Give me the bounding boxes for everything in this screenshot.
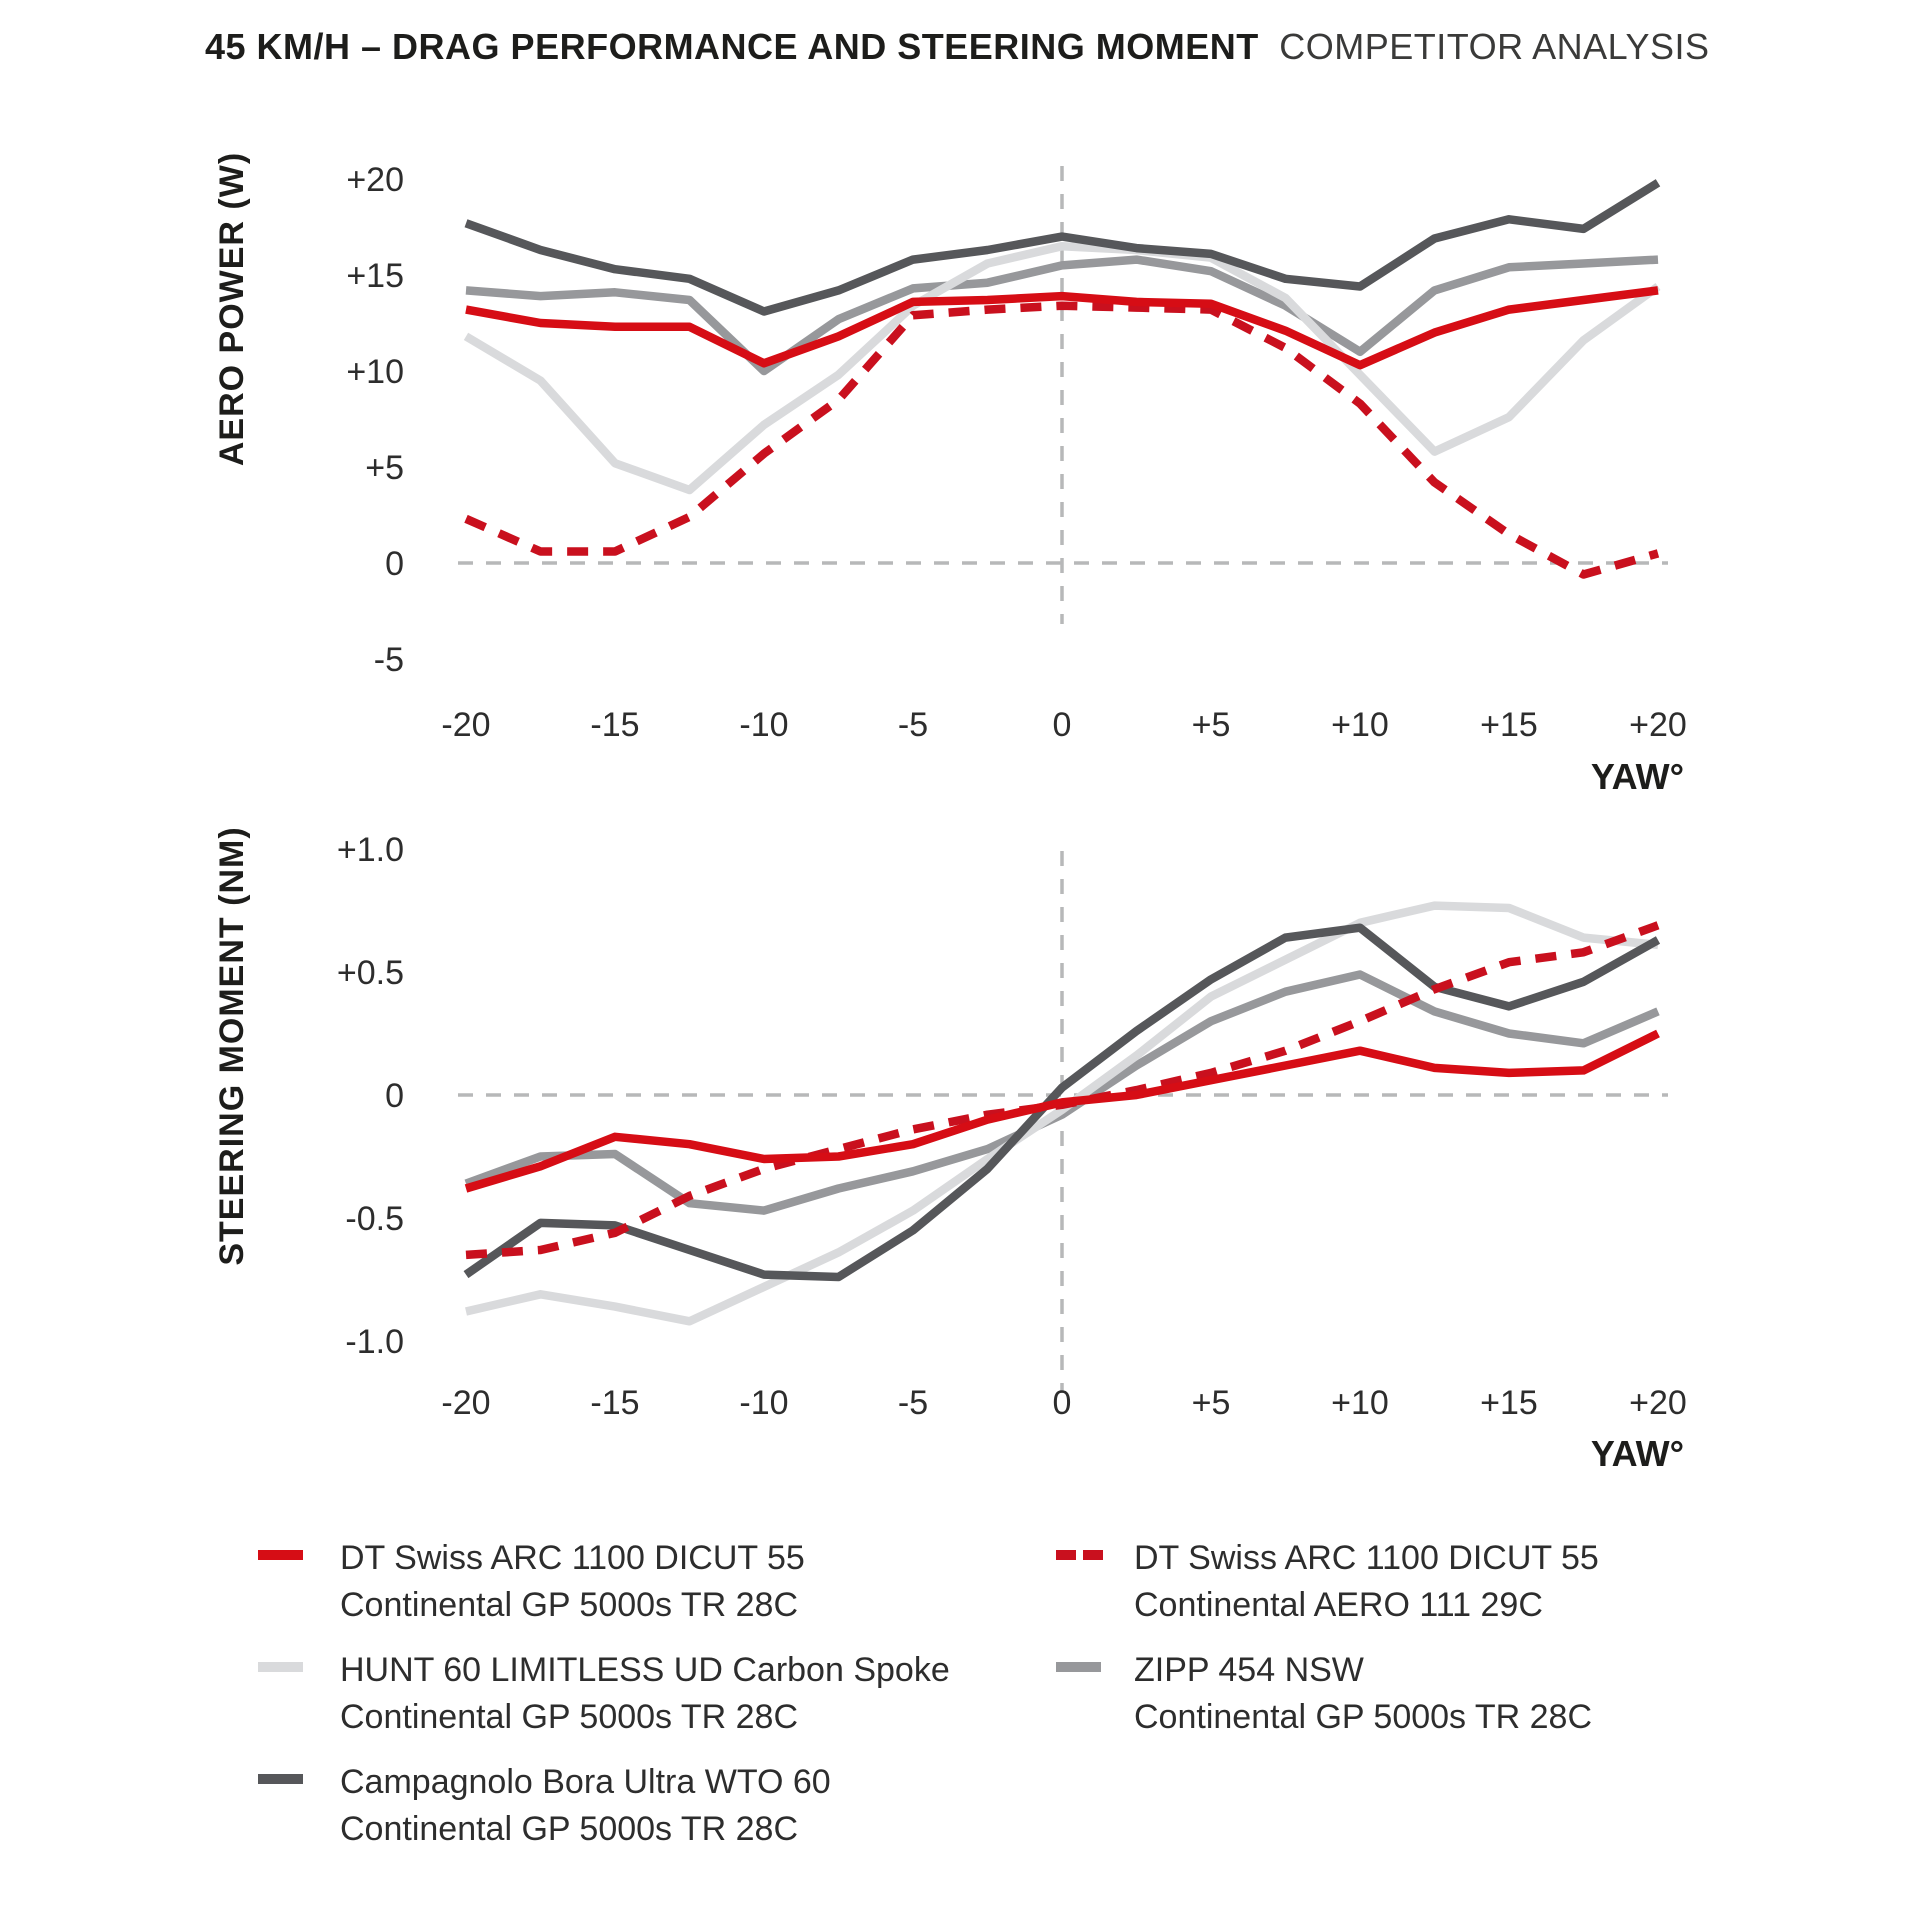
legend-item-0-2: [340, 1759, 831, 1853]
bottom-x-tick-0: 0: [1052, 1384, 1072, 1422]
legend-swatch-bar: [1083, 1550, 1103, 1560]
legend-swatch-solid-line-0-1: [258, 1662, 305, 1672]
top-x-tick-+15: +15: [1480, 706, 1538, 744]
legend-swatch-solid-line-1-1: [1056, 1662, 1103, 1672]
top-y-tick-+15: +15: [346, 257, 404, 295]
bottom-x-tick-+10: +10: [1331, 1384, 1389, 1422]
bottom-x-axis-title: YAW°: [1590, 1433, 1684, 1474]
bottom-y-axis-title: STEERING MOMENT (NM): [213, 826, 251, 1266]
bottom-y-tick--0.5: -0.5: [345, 1200, 404, 1238]
top-x-axis-title: YAW°: [1590, 756, 1684, 797]
legend-item-tire-name: Continental GP 5000s TR 28C: [1134, 1698, 1593, 1736]
legend-swatch-bar: [258, 1662, 303, 1672]
bottom-x-tick-+20: +20: [1629, 1384, 1687, 1422]
legend-swatch-bar: [1056, 1662, 1101, 1672]
legend-swatch-dashed-line-1-0: [1056, 1550, 1103, 1560]
top-y-tick-+5: +5: [365, 449, 404, 487]
legend-item-0-1: [340, 1647, 950, 1741]
chart-title-suffix: COMPETITOR ANALYSIS: [1279, 26, 1710, 67]
legend-item-1-1: [1134, 1647, 1592, 1741]
top-x-tick-+10: +10: [1331, 706, 1389, 744]
legend-item-tire-name: Continental AERO 111 29C: [1134, 1586, 1543, 1624]
top-y-tick-0: 0: [385, 545, 404, 583]
bottom-x-tick--20: -20: [441, 1384, 491, 1422]
chart-title-main: 45 KM/H – DRAG PERFORMANCE AND STEERING MOMENT: [205, 26, 1259, 67]
top-x-tick--10: -10: [739, 706, 789, 744]
bottom-y-tick--1.0: -1.0: [345, 1323, 404, 1361]
legend-swatch-solid-line-0-2: [258, 1774, 305, 1784]
legend-item-wheel-name: ZIPP 454 NSW: [1134, 1651, 1364, 1689]
top-x-tick--20: -20: [441, 706, 491, 744]
top-y-axis-title: AERO POWER (W): [213, 151, 251, 467]
bottom-x-tick-+15: +15: [1480, 1384, 1538, 1422]
legend-swatch-bar: [258, 1550, 303, 1560]
bottom-x-tick-+5: +5: [1191, 1384, 1231, 1422]
top-x-tick--5: -5: [897, 706, 929, 744]
bottom-y-tick-+1.0: +1.0: [336, 831, 404, 869]
legend-item-wheel-name: DT Swiss ARC 1100 DICUT 55: [340, 1539, 805, 1577]
top-y-tick--5: -5: [373, 641, 404, 679]
top-y-tick-+20: +20: [346, 161, 404, 199]
bottom-y-tick-+0.5: +0.5: [336, 954, 404, 992]
legend-item-wheel-name: HUNT 60 LIMITLESS UD Carbon Spoke: [340, 1651, 950, 1689]
legend-item-tire-name: Continental GP 5000s TR 28C: [340, 1698, 799, 1736]
bottom-x-tick--15: -15: [590, 1384, 640, 1422]
top-x-tick--15: -15: [590, 706, 640, 744]
legend-swatch-bar: [258, 1774, 303, 1784]
top-x-tick-+20: +20: [1629, 706, 1687, 744]
legend-item-tire-name: Continental GP 5000s TR 28C: [340, 1810, 799, 1848]
legend-swatch-bar: [1056, 1550, 1076, 1560]
top-x-tick-+5: +5: [1191, 706, 1231, 744]
legend-item-wheel-name: Campagnolo Bora Ultra WTO 60: [340, 1763, 831, 1801]
legend-item-1-0: [1134, 1535, 1599, 1629]
bottom-x-tick--5: -5: [897, 1384, 929, 1422]
top-y-tick-+10: +10: [346, 353, 404, 391]
top-x-tick-0: 0: [1052, 706, 1072, 744]
bottom-x-tick--10: -10: [739, 1384, 789, 1422]
legend-item-0-0: [340, 1535, 805, 1629]
legend-item-wheel-name: DT Swiss ARC 1100 DICUT 55: [1134, 1539, 1599, 1577]
bottom-y-tick-0: 0: [385, 1077, 404, 1115]
legend-item-tire-name: Continental GP 5000s TR 28C: [340, 1586, 799, 1624]
legend-swatch-solid-line-0-0: [258, 1550, 305, 1560]
